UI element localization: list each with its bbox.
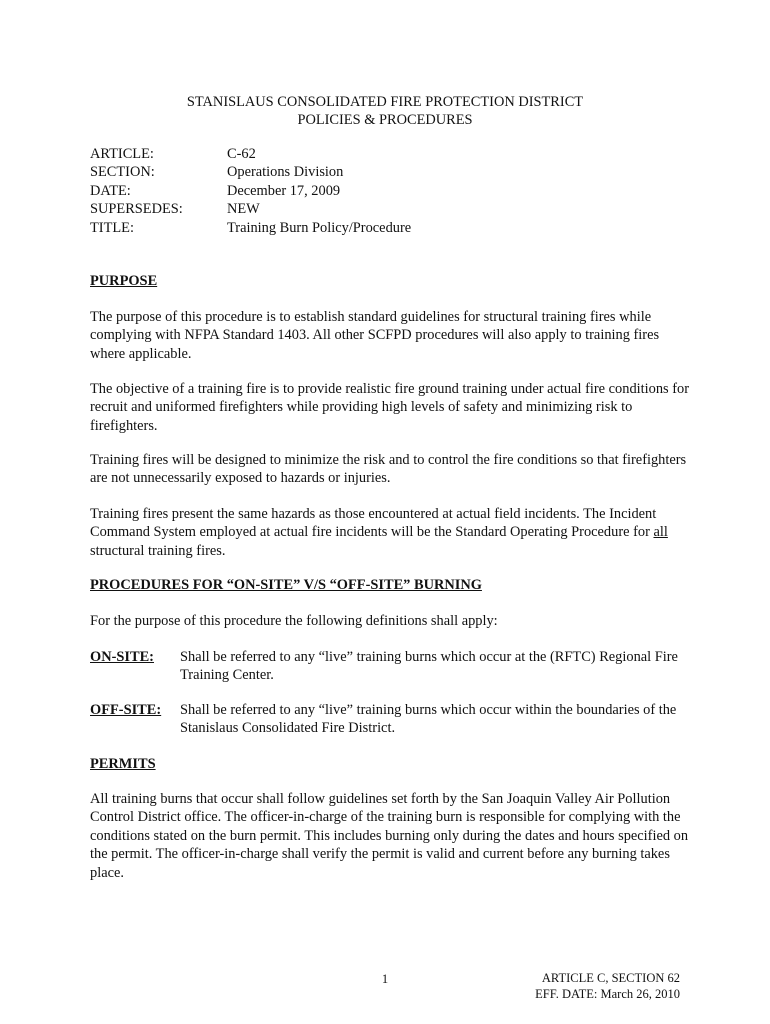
definition-term: ON-SITE:	[90, 649, 154, 665]
meta-value: C-62	[227, 146, 256, 162]
meta-row-title	[90, 219, 411, 237]
permits-heading: PERMITS	[90, 756, 156, 772]
purpose-paragraph-4	[90, 505, 690, 560]
meta-row-section	[90, 163, 411, 181]
document-header	[0, 93, 770, 130]
definition-on-site	[90, 648, 690, 685]
footer-eff-date: EFF. DATE: March 26, 2010	[535, 987, 680, 1001]
meta-row-date	[90, 182, 411, 200]
procedures-intro: For the purpose of this procedure the following definitions shall apply:	[90, 613, 498, 629]
purpose-paragraph-1: The purpose of this procedure is to establish standard guidelines for structural training fires while complying with NFPA Standard 1403. All other SCFPD procedures will also apply to training fires where applicable.	[90, 309, 660, 362]
permits-paragraph: All training burns that occur shall follow guidelines set forth by the San Joaquin Valley Air Pollution Control District office. The officer-in-charge of the training burn is responsible for complying with the conditions stated on the burn permit. This includes burning only during the dates and hours specified on the permit. The officer-in-charge shall verify the permit is valid and current before any burning takes place.	[90, 791, 689, 881]
meta-label: SUPERSEDES:	[90, 201, 183, 218]
paragraph-text: Training fires present the same hazards as those encountered at actual field incidents. The Incident Command System employed at actual fire incidents will be the Standard Operating Procedure for	[90, 506, 657, 541]
definition-text: Shall be referred to any “live” training burns which occur within the boundaries of the Stanislaus Consolidated Fire District.	[180, 702, 677, 737]
metadata-block	[90, 145, 411, 237]
meta-label: TITLE:	[90, 219, 134, 236]
meta-label: ARTICLE:	[90, 146, 154, 162]
footer-article-ref: ARTICLE C, SECTION 62	[541, 971, 680, 985]
meta-value: NEW	[227, 201, 260, 218]
paragraph-text: structural training fires.	[90, 542, 226, 559]
procedures-heading: PROCEDURES FOR “ON-SITE” V/S “OFF-SITE” BURNING	[90, 577, 482, 593]
meta-value: December 17, 2009	[227, 182, 341, 199]
policies-title: POLICIES & PROCEDURES	[297, 112, 473, 129]
purpose-paragraph-2: The objective of a training fire is to provide realistic fire ground training under actual fire conditions for recruit and uniformed firefighters while providing high levels of safety and minimizing risk to firefighters.	[90, 381, 690, 434]
footer-reference	[535, 970, 680, 1002]
definition-term: OFF-SITE:	[90, 702, 162, 718]
meta-label: SECTION:	[90, 164, 155, 181]
page-number: 1	[381, 972, 389, 986]
meta-value: Operations Division	[227, 164, 344, 181]
purpose-heading: PURPOSE	[90, 273, 158, 289]
definition-text: Shall be referred to any “live” training burns which occur at the (RFTC) Regional Fire Training Center.	[180, 649, 678, 684]
meta-row-article	[90, 145, 411, 163]
district-name: STANISLAUS CONSOLIDATED FIRE PROTECTION DISTRICT	[186, 94, 584, 110]
emphasis-all: all	[653, 524, 668, 541]
meta-row-supersedes	[90, 200, 411, 218]
purpose-paragraph-3: Training fires will be designed to minimize the risk and to control the fire conditions so that firefighters are not unnecessarily exposed to hazards or injuries.	[90, 452, 687, 487]
definition-off-site	[90, 701, 690, 738]
meta-label: DATE:	[90, 182, 131, 199]
meta-value: Training Burn Policy/Procedure	[227, 219, 412, 236]
